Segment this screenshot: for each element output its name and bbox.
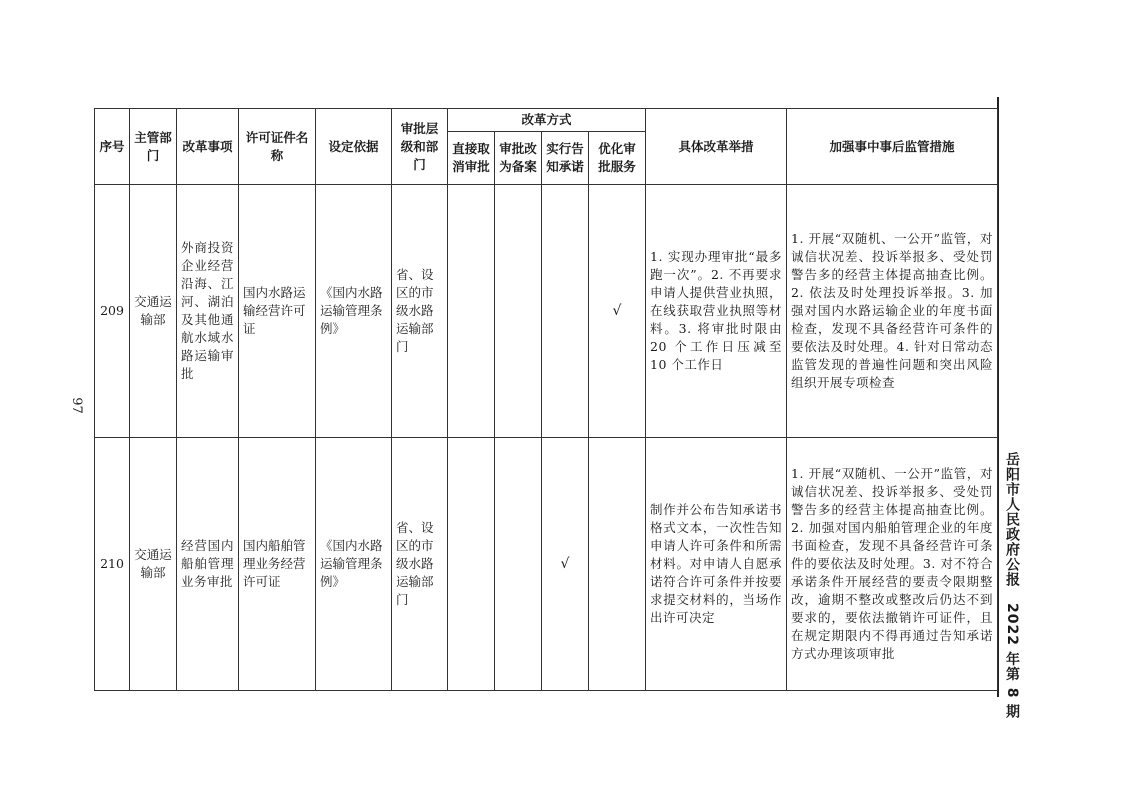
header-mode-cancel: 直接取消审批 bbox=[448, 132, 495, 185]
cell-mode-optimize bbox=[589, 438, 646, 691]
cell-item: 外商投资企业经营沿海、江河、湖泊及其他通航水域水路运输审批 bbox=[177, 185, 239, 438]
header-measures: 具体改革举措 bbox=[646, 109, 787, 185]
cell-seq: 210 bbox=[95, 438, 130, 691]
cell-permit: 国内水路运输经营许可证 bbox=[239, 185, 316, 438]
cell-level: 省、设区的市级水路运输部门 bbox=[392, 185, 448, 438]
journal-title: 岳阳市人民政府公报 bbox=[1004, 452, 1020, 587]
cell-supervision: 1. 开展“双随机、一公开”监管，对诚信状况差、投诉举报多、受处罚警告多的经营主体提高抽查比例。2. 依法及时处理投诉举报。3. 加强对国内水路运输企业的年度书面检查，发现不具备经营许可条件的要依法及时处理。4. 针对日常动态监管发现的普遍性问题和突出风险组织开展专项检查 bbox=[787, 185, 998, 438]
header-supervision: 加强事中事后监管措施 bbox=[787, 109, 998, 185]
header-mode-optimize: 优化审批服务 bbox=[589, 132, 646, 185]
cell-mode-optimize: √ bbox=[589, 185, 646, 438]
header-basis: 设定依据 bbox=[316, 109, 392, 185]
cell-level: 省、设区的市级水路运输部门 bbox=[392, 438, 448, 691]
cell-mode-filing bbox=[495, 438, 542, 691]
cell-mode-filing bbox=[495, 185, 542, 438]
cell-dept: 交通运输部 bbox=[130, 438, 177, 691]
cell-measures: 制作并公布告知承诺书格式文本，一次性告知申请人许可条件和所需材料。对申请人自愿承诺符合许可条件并按要求提交材料的，当场作出许可决定 bbox=[646, 438, 787, 691]
cell-dept: 交通运输部 bbox=[130, 185, 177, 438]
cell-basis: 《国内水路运输管理条例》 bbox=[316, 438, 392, 691]
header-permit: 许可证件名称 bbox=[239, 109, 316, 185]
cell-mode-notify bbox=[542, 185, 589, 438]
cell-mode-notify: √ bbox=[542, 438, 589, 691]
header-level: 审批层级和部门 bbox=[392, 109, 448, 185]
table-row bbox=[95, 438, 998, 691]
header-dept: 主管部门 bbox=[130, 109, 177, 185]
cell-measures: 1. 实现办理审批“最多跑一次”。2. 不再要求申请人提供营业执照，在线获取营业执照等材料。3. 将审批时限由 20 个工作日压减至 10 个工作日 bbox=[646, 185, 787, 438]
journal-header bbox=[1002, 452, 1022, 719]
journal-issue: 2022 年第 8 期 bbox=[1004, 602, 1020, 720]
header-mode-group: 改革方式 bbox=[448, 109, 646, 132]
cell-seq: 209 bbox=[95, 185, 130, 438]
table-row bbox=[95, 185, 998, 438]
cell-supervision: 1. 开展“双随机、一公开”监管，对诚信状况差、投诉举报多、受处罚警告多的经营主体提高抽查比例。2. 加强对国内船舶管理企业的年度书面检查，发现不具备经营许可条件的要依法及时处理。3. 对不符合承诺条件开展经营的要责令限期整改，逾期不整改或整改后仍达不到要求的，要依法撤销许可证件，且在规定期限内不得再通过告知承诺方式办理该项审批 bbox=[787, 438, 998, 691]
header-mode-filing: 审批改为备案 bbox=[495, 132, 542, 185]
cell-basis: 《国内水路运输管理条例》 bbox=[316, 185, 392, 438]
reform-table bbox=[94, 108, 998, 691]
header-mode-notify: 实行告知承诺 bbox=[542, 132, 589, 185]
cell-permit: 国内船舶管理业务经营许可证 bbox=[239, 438, 316, 691]
cell-item: 经营国内船舶管理业务审批 bbox=[177, 438, 239, 691]
cell-mode-cancel bbox=[448, 438, 495, 691]
page-number: 97 bbox=[68, 397, 84, 414]
header-seq: 序号 bbox=[95, 109, 130, 185]
header-item: 改革事项 bbox=[177, 109, 239, 185]
cell-mode-cancel bbox=[448, 185, 495, 438]
